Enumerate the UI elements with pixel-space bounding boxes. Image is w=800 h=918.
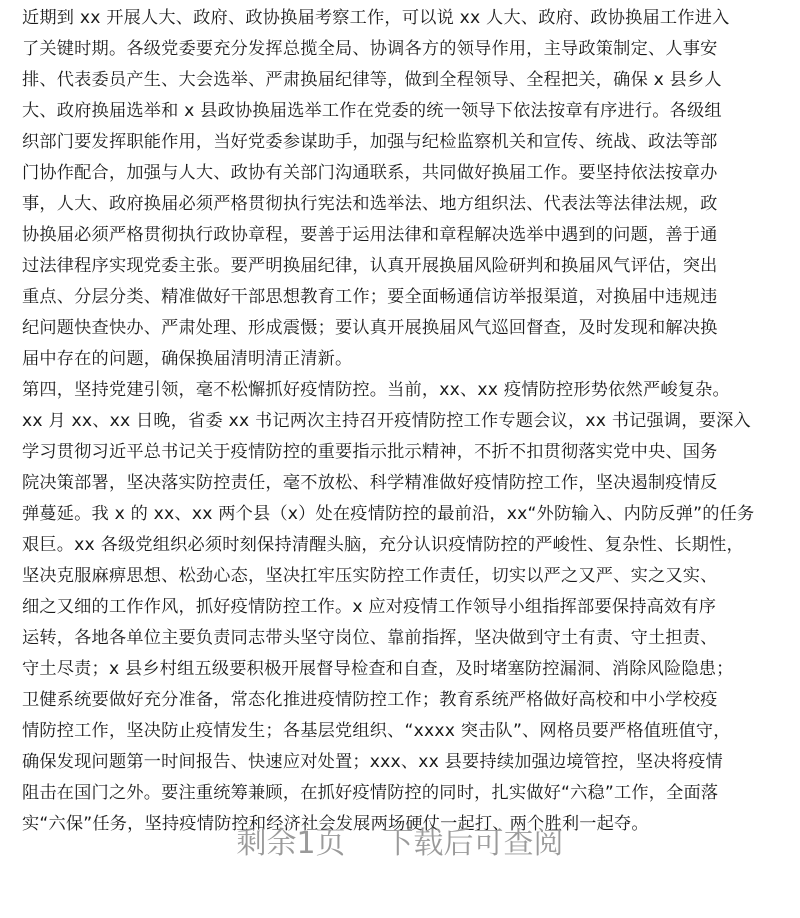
text-line: 院决策部署，坚决落实防控责任，毫不放松、科学精准做好疫情防控工作，坚决遏制疫情反 xyxy=(22,473,718,493)
text-line: 弹蔓延。我 x 的 xx、xx 两个县（x）处在疫情防控的最前沿，xx“外防输入、内防反弹”的任务 xyxy=(22,504,755,524)
text-line: 协换届必须严格贯彻执行政协章程，要善于运用法律和章程解决选举中遇到的问题，善于通 xyxy=(22,225,718,245)
text-line: 守土尽责；x 县乡村组五级要积极开展督导检查和自查，及时堵塞防控漏洞、消除风险隐患； xyxy=(22,659,734,679)
text-line: 实“六保”任务，坚持疫情防控和经济社会发展两场硬仗一起打、两个胜利一起夺。 xyxy=(22,814,649,834)
text-line: 重点、分层分类、精准做好干部思想教育工作；要全面畅通信访举报渠道，对换届中违规违 xyxy=(22,287,718,307)
text-line: 确保发现问题第一时间报告、快速应对处置；xxx、xx 县要持续加强边境管控，坚决将疫情 xyxy=(22,752,723,772)
remaining-pages-label: 剩余1页 xyxy=(236,826,346,861)
text-line: 排、代表委员产生、大会选举、严肃换届纪律等，做到全程领导、全程把关，确保 x 县乡人 xyxy=(22,70,722,90)
paragraph-1 xyxy=(22,3,782,375)
download-to-view-label: 下载后可查阅 xyxy=(383,826,564,861)
text-line: 坚决克服麻痹思想、松劲心态，坚决扛牢压实防控工作责任，切实以严之又严、实之又实、 xyxy=(22,566,718,586)
text-line: 学习贯彻习近平总书记关于疫情防控的重要指示批示精神，不折不扣贯彻落实党中央、国务 xyxy=(22,442,718,462)
paragraph-2 xyxy=(22,375,782,840)
text-line: 事，人大、政府换届必须严格贯彻执行宪法和选举法、地方组织法、代表法等法律法规，政 xyxy=(22,194,718,214)
text-line: 情防控工作，坚决防止疫情发生；各基层党组织、“xxxx 突击队”、网格员要严格值班值守， xyxy=(22,721,731,741)
text-line: 过法律程序实现党委主张。要严明换届纪律，认真开展换届风险研判和换届风气评估，突出 xyxy=(22,256,718,276)
text-line: 了关键时期。各级党委要充分发挥总揽全局、协调各方的领导作用，主导政策制定、人事安 xyxy=(22,39,718,59)
text-line: 运转，各地各单位主要负责同志带头坚守岗位、靠前指挥，坚决做到守土有责、守土担责、 xyxy=(22,628,718,648)
download-prompt[interactable] xyxy=(0,818,800,862)
text-line: 艰巨。xx 各级党组织必须时刻保持清醒头脑，充分认识疫情防控的严峻性、复杂性、长期性， xyxy=(22,535,744,555)
text-line: 届中存在的问题，确保换届清明清正清新。 xyxy=(22,349,353,369)
text-line: 门协作配合，加强与人大、政协有关部门沟通联系，共同做好换届工作。要坚持依法按章办 xyxy=(22,163,718,183)
text-line: 第四，坚持党建引领，毫不松懈抓好疫情防控。当前，xx、xx 疫情防控形势依然严峻复杂。 xyxy=(22,380,730,400)
text-line: xx 月 xx、xx 日晚，省委 xx 书记两次主持召开疫情防控工作专题会议，xx 书记强调，要深入 xyxy=(22,411,751,431)
text-line: 细之又细的工作作风，抓好疫情防控工作。x 应对疫情工作领导小组指挥部要保持高效有序 xyxy=(22,597,717,617)
text-line: 阻击在国门之外。要注重统筹兼顾，在抓好疫情防控的同时，扎实做好“六稳”工作，全面落 xyxy=(22,783,719,803)
text-line: 卫健系统要做好充分准备，常态化推进疫情防控工作；教育系统严格做好高校和中小学校疫 xyxy=(22,690,718,710)
text-line: 纪问题快查快办、严肃处理、形成震慑；要认真开展换届风气巡回督查，及时发现和解决换 xyxy=(22,318,718,338)
document-body xyxy=(22,0,782,840)
text-line: 织部门要发挥职能作用，当好党委参谋助手，加强与纪检监察机关和宣传、统战、政法等部 xyxy=(22,132,718,152)
text-line: 近期到 xx 开展人大、政府、政协换届考察工作，可以说 xx 人大、政府、政协换届工作进入 xyxy=(22,8,730,28)
text-line: 大、政府换届选举和 x 县政协换届选举工作在党委的统一领导下依法按章有序进行。各级组 xyxy=(22,101,722,121)
